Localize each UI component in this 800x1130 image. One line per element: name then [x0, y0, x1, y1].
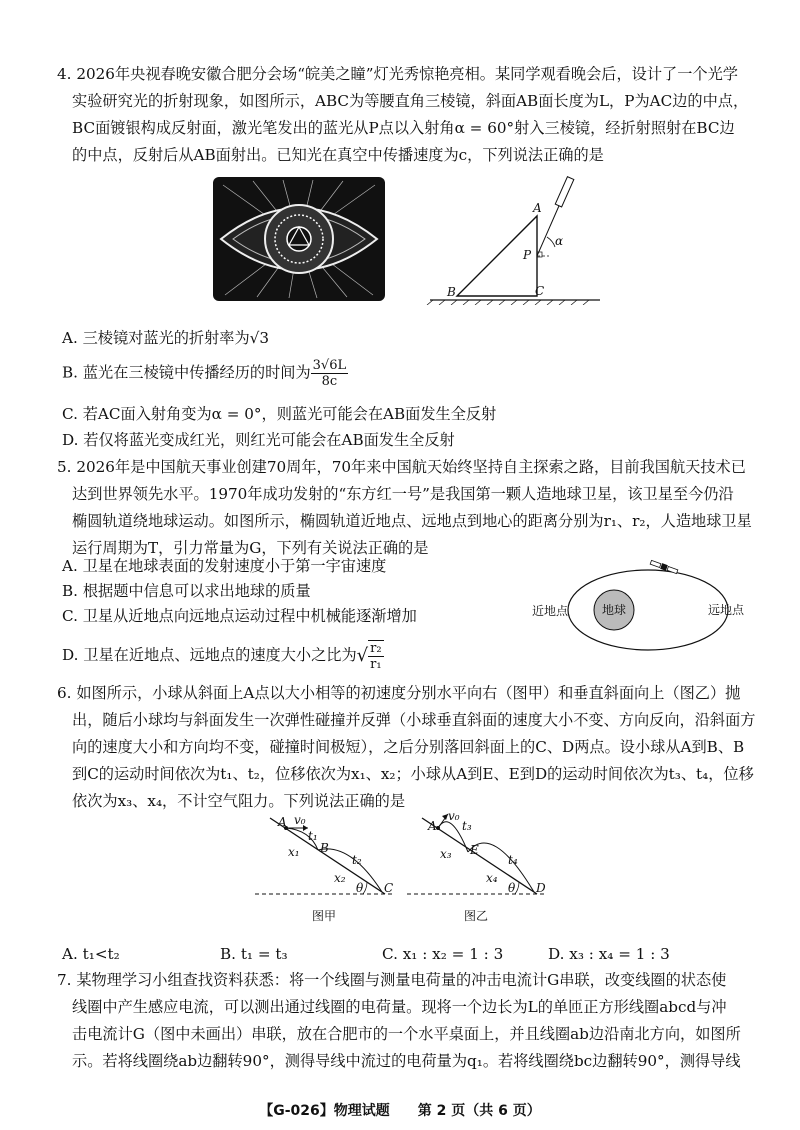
q4-b-numerator: 3√6L [312, 358, 347, 373]
q4-b-denominator: 8c [321, 374, 338, 389]
label-B: B [447, 285, 456, 299]
yi-label-t3: t₃ [462, 819, 472, 833]
jia-label-C: C [384, 881, 394, 895]
jia-label-v0: v₀ [294, 813, 306, 827]
q6-option-a: A. t₁<t₂ [62, 945, 120, 963]
q6-line-2: 出，随后小球均与斜面发生一次弹性碰撞并反弹（小球垂直斜面的速度大小不变、方向反向，沿斜面方 [72, 711, 756, 729]
yi-label-v0: v₀ [448, 812, 460, 823]
q4-option-c: C. 若AC面入射角变为α = 0°，则蓝光可能会在AB面发生全反射 [62, 405, 497, 423]
eye-lightshow-photo [213, 177, 385, 301]
jia-label-x1: x₁ [288, 845, 300, 859]
jia-caption: 图甲 [312, 909, 337, 923]
jia-label-x2: x₂ [334, 871, 346, 885]
jia-label-t2: t₂ [352, 853, 362, 867]
q7-line-1: 7. 某物理学习小组查找资料获悉：将一个线圈与测量电荷量的冲击电流计G串联，改变线圈的状态使 [57, 971, 727, 989]
q4-option-b-fraction [311, 358, 348, 389]
q4-line-1: 4. 2026年央视春晚安徽合肥分会场“皖美之瞳”灯光秀惊艳亮相。某同学观看晚会后，设计了一个光学 [57, 65, 738, 83]
q6-option-d: D. x₃ : x₄ = 1 : 3 [548, 945, 670, 963]
q6-line-1: 6. 如图所示，小球从斜面上A点以大小相等的初速度分别水平向右（图甲）和垂直斜面向上（图乙）抛 [57, 684, 741, 702]
q5-line-4: 运行周期为T，引力常量为G，下列有关说法正确的是 [72, 539, 429, 557]
q5-option-d [62, 640, 384, 672]
q7-line-3: 击电流计G（图中未画出）串联，放在合肥市的一个水平桌面上，并且线圈ab边沿南北方向，如图所 [72, 1025, 741, 1043]
jia-label-A: A [278, 815, 287, 829]
label-earth: 地球 [602, 603, 627, 617]
jia-label-theta: θ [356, 881, 364, 895]
yi-label-x3: x₃ [440, 847, 452, 861]
label-C: C [535, 284, 545, 298]
label-apogee: 远地点 [708, 603, 745, 617]
orbit-figure [528, 557, 758, 667]
sqrt-sign: √ [356, 645, 369, 666]
q5-line-3: 椭圆轨道绕地球运动。如图所示，椭圆轨道近地点、远地点到地心的距离分别为r₁、r₂，人造地球卫星 [72, 512, 752, 530]
q5-d-denominator: r₁ [370, 657, 382, 672]
q7-line-2: 线圈中产生感应电流，可以测出通过线圈的电荷量。现将一个边长为L的单匝正方形线圈abcd与冲 [72, 998, 727, 1016]
figure-jia [250, 812, 400, 924]
q4-line-3: BC面镀银构成反射面，激光笔发出的蓝光从P点以入射角α = 60°射入三棱镜，经折射照射在BC边 [72, 119, 735, 137]
yi-label-E: E [470, 843, 479, 857]
yi-label-A: A [428, 819, 437, 833]
q5-option-d-fraction [368, 640, 383, 672]
label-perigee: 近地点 [532, 604, 569, 618]
q5-option-a: A. 卫星在地球表面的发射速度小于第一宇宙速度 [62, 557, 387, 575]
q6-line-3: 向的速度大小和方向均不变，碰撞时间极短），之后分别落回斜面上的C、D两点。设小球从A到B、B [72, 738, 745, 756]
q4-option-b [62, 358, 348, 389]
q5-line-2: 达到世界领先水平。1970年成功发射的“东方红一号”是我国第一颗人造地球卫星，该卫星至今仍沿 [72, 485, 734, 503]
q4-line-4: 的中点，反射后从AB面射出。已知光在真空中传播速度为c，下列说法正确的是 [72, 146, 604, 164]
q5-option-c: C. 卫星从近地点向远地点运动过程中机械能逐渐增加 [62, 607, 417, 625]
yi-label-D: D [536, 881, 546, 895]
q6-line-4: 到C的运动时间依次为t₁、t₂，位移依次为x₁、x₂；小球从A到E、E到D的运动时间依次为t₃、t₄，位移 [72, 765, 754, 783]
label-alpha: α [555, 234, 564, 248]
figure-yi [400, 812, 552, 924]
q5-option-b: B. 根据题中信息可以求出地球的质量 [62, 582, 311, 600]
q4-option-a: A. 三棱镜对蓝光的折射率为√3 [62, 329, 270, 347]
jia-label-t1: t₁ [308, 829, 318, 843]
q5-d-numerator: r₂ [370, 641, 382, 656]
q7-line-4: 示。若将线圈绕ab边翻转90°，测得导线中流过的电荷量为q₁。若将线圈绕bc边翻转90°，测得导线 [72, 1052, 741, 1070]
yi-caption: 图乙 [464, 909, 489, 923]
q4-line-2: 实验研究光的折射现象，如图所示，ABC为等腰直角三棱镜，斜面AB面长度为L，P为AC边的中点， [72, 92, 749, 110]
q6-option-b: B. t₁ = t₃ [220, 945, 288, 963]
q4-option-b-text: B. 蓝光在三棱镜中传播经历的时间为 [62, 363, 311, 382]
prism-figure [425, 175, 605, 305]
yi-label-x4: x₄ [486, 871, 498, 885]
q5-option-d-text: D. 卫星在近地点、远地点的速度大小之比为 [62, 646, 357, 664]
page-footer: 【G-026】物理试题 第 2 页（共 6 页） [259, 1103, 541, 1119]
yi-label-theta: θ [508, 881, 516, 895]
jia-label-B: B [320, 841, 329, 855]
yi-label-t4: t₄ [508, 853, 518, 867]
satellite-icon [650, 559, 678, 574]
label-A: A [533, 201, 542, 215]
q6-line-5: 依次为x₃、x₄，不计空气阻力。下列说法正确的是 [72, 792, 406, 810]
q5-line-1: 5. 2026年是中国航天事业创建70周年，70年来中国航天始终坚持自主探索之路，目前我国航天技术已 [57, 458, 746, 476]
label-P: P [523, 248, 532, 262]
q6-option-c: C. x₁ : x₂ = 1 : 3 [382, 945, 504, 963]
q4-option-d: D. 若仅将蓝光变成红光，则红光可能会在AB面发生全反射 [62, 431, 455, 449]
